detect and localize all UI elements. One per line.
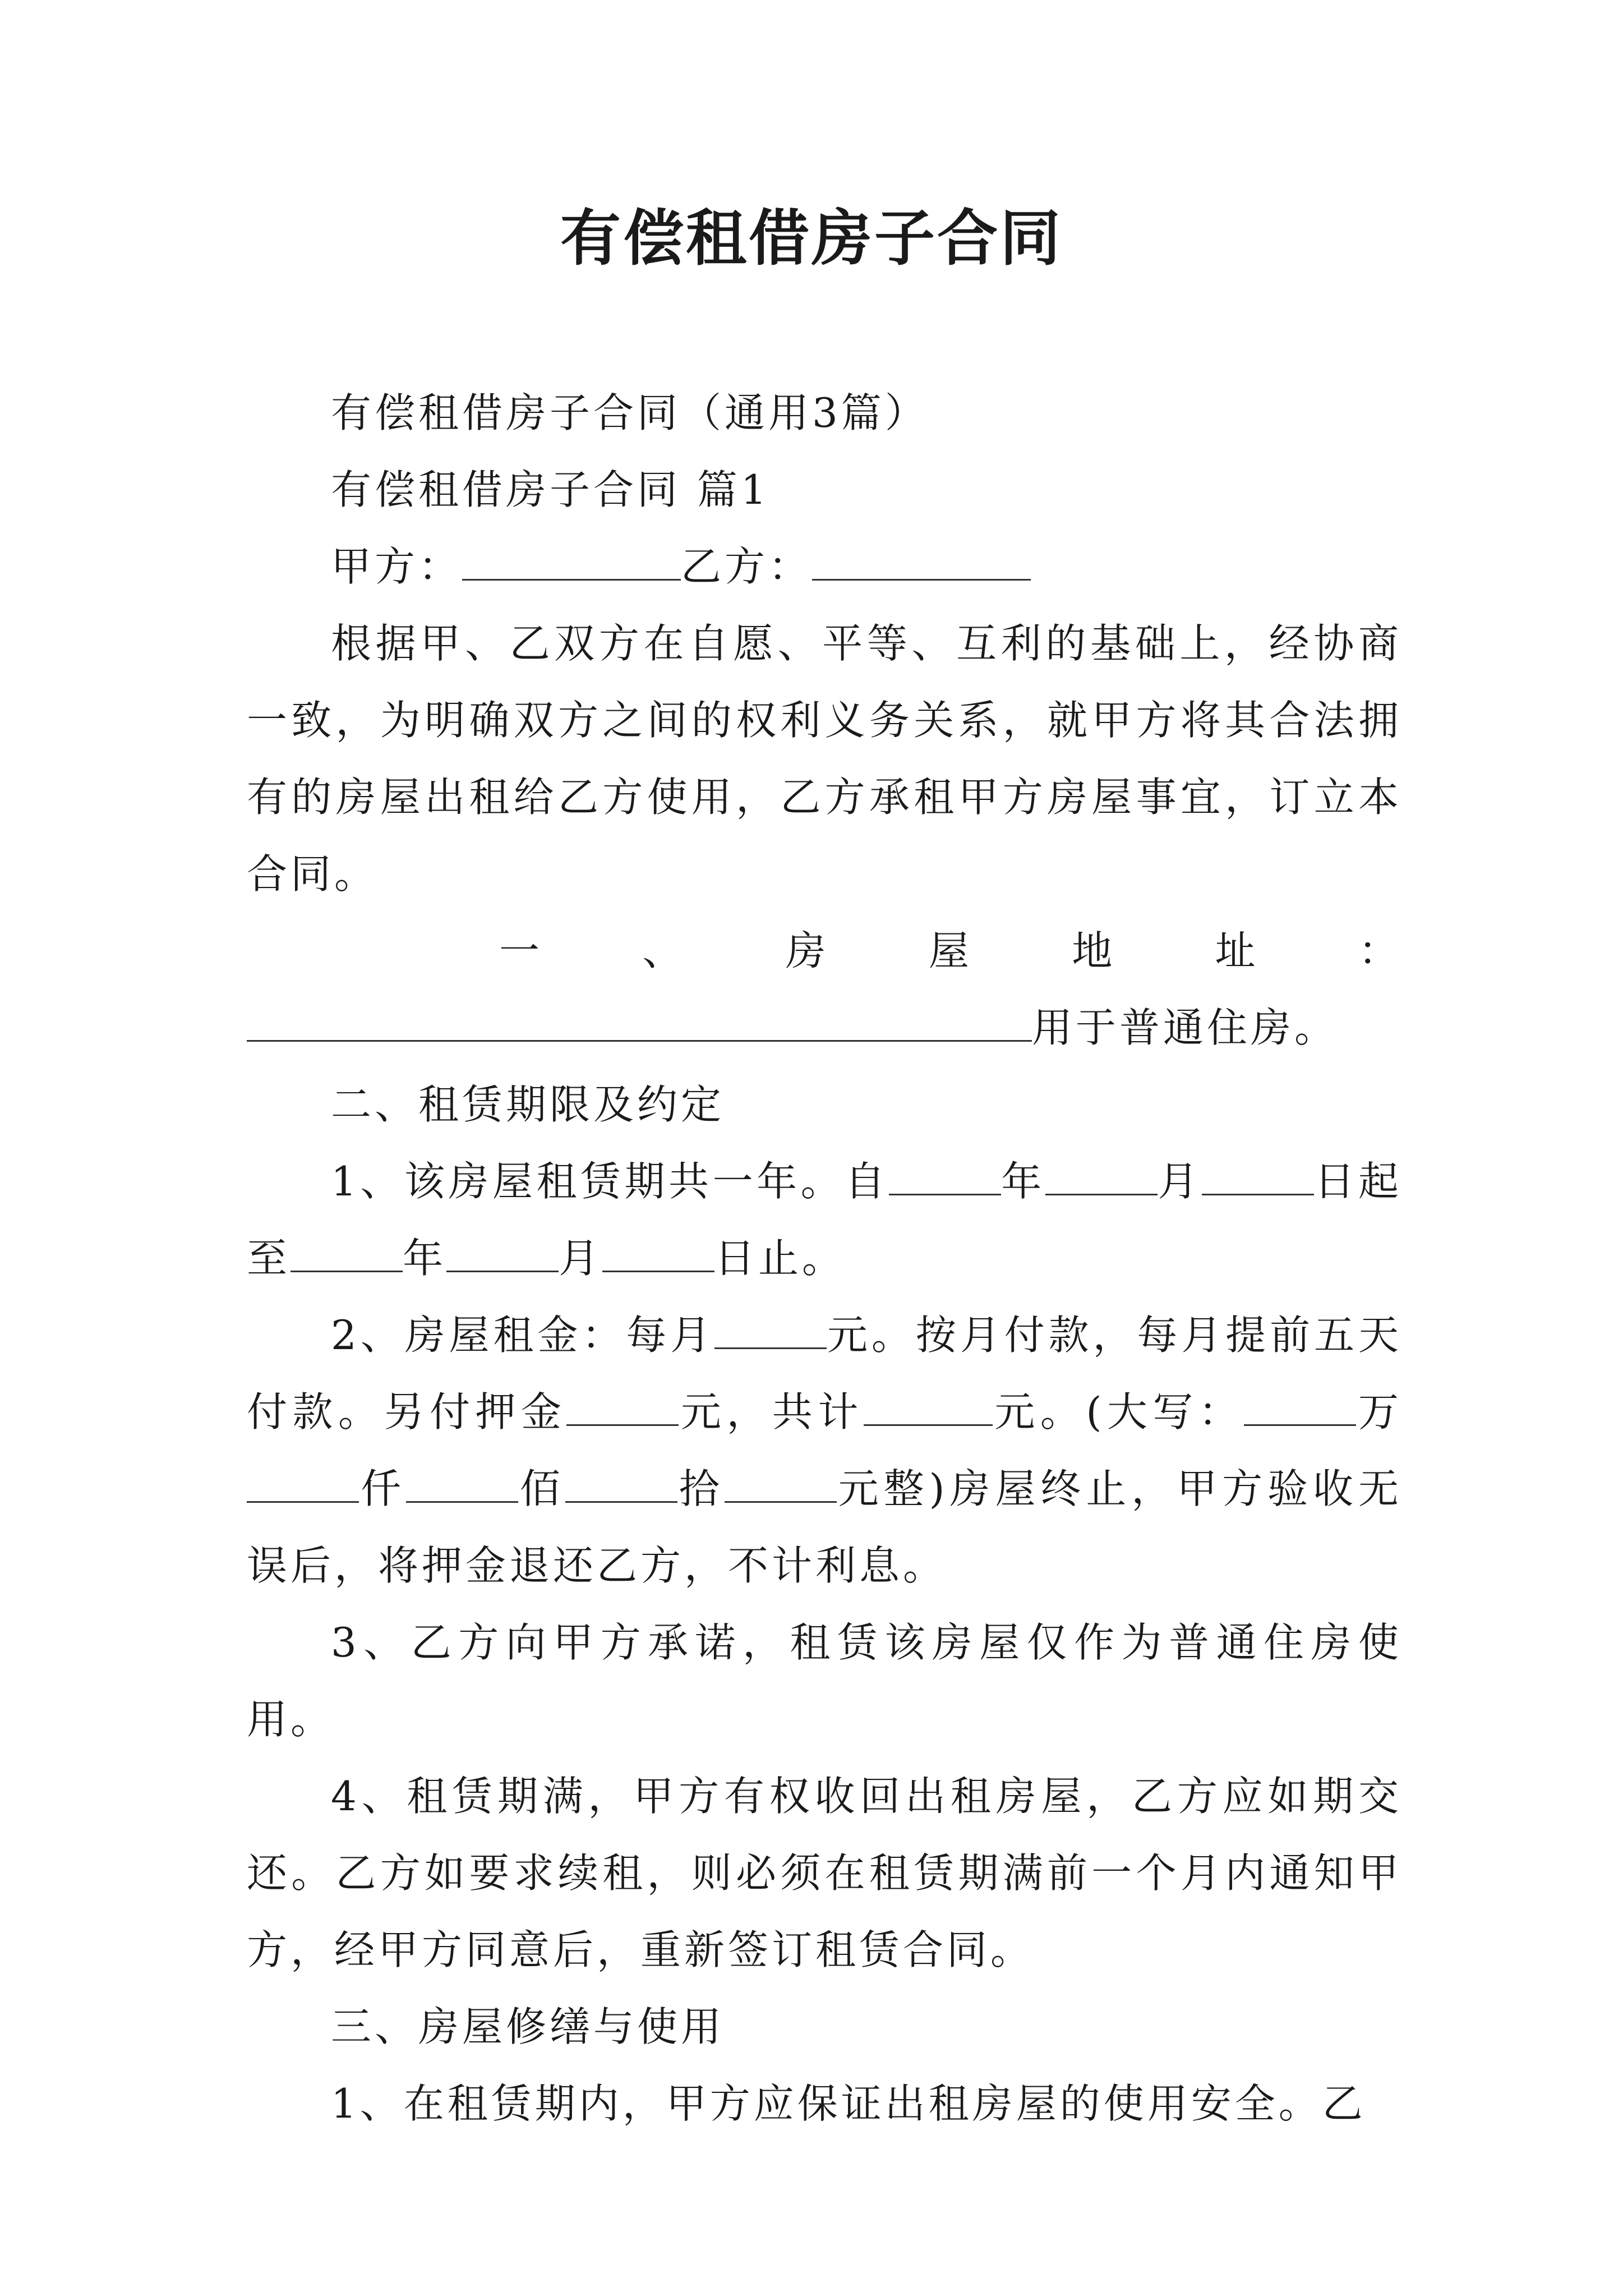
- address-suffix: 用于普通住房。: [1032, 1004, 1339, 1051]
- address-char: 址: [1215, 927, 1259, 974]
- address-char: 房: [785, 927, 829, 974]
- document-body: [247, 375, 1402, 2142]
- address-char: 、: [642, 927, 686, 974]
- term-text: 日起至: [247, 1158, 1402, 1282]
- address-blank-line: [247, 990, 1402, 1066]
- address-blank: [247, 1006, 1032, 1042]
- rent-text: 元，共计: [679, 1388, 864, 1435]
- party-a-blank: [462, 545, 681, 581]
- section-heading: 有偿租借房子合同 篇1: [331, 466, 770, 513]
- blank-year: [889, 1160, 1001, 1195]
- blank-total: [864, 1391, 993, 1426]
- document-title: 有偿租借房子合同: [560, 203, 1063, 274]
- rent-text: 佰: [518, 1465, 565, 1512]
- term-text: 日止。: [714, 1235, 846, 1282]
- blank-monthly-rent: [714, 1314, 827, 1349]
- parties-line: [247, 528, 1402, 605]
- blank-day: [1202, 1160, 1314, 1195]
- clause-4: 4、租赁期满，甲方有权收回出租房屋，乙方应如期交还。乙方如要求续租，则必须在租赁期满前一个月内通知甲方，经甲方同意后，重新签订租赁合同。: [247, 1773, 1402, 1973]
- intro-paragraph: 根据甲、乙双方在自愿、平等、互利的基础上，经协商一致，为明确双方之间的权利义务关系，就甲方将其合法拥有的房屋出租给乙方使用，乙方承租甲方房屋事宜，订立本合同。: [247, 620, 1402, 898]
- rent-text: 2、房屋租金：每月: [331, 1312, 715, 1359]
- subtitle: 有偿租借房子合同（通用3篇）: [331, 389, 929, 436]
- heading-3: 三、房屋修缮与使用: [331, 2003, 725, 2050]
- address-line: [247, 913, 1402, 990]
- blank-month: [1045, 1160, 1158, 1195]
- rent-paragraph: [247, 1297, 1402, 1604]
- blank-shi: [565, 1467, 677, 1503]
- term-text: 年: [403, 1235, 447, 1282]
- blank-deposit: [566, 1391, 679, 1426]
- term-text: 年: [1000, 1158, 1045, 1205]
- address-char: 屋: [928, 927, 972, 974]
- rent-text: 元。按月付款，每月提前五天付款。另付押金: [247, 1312, 1402, 1435]
- clause-repair-1: 1、在租赁期内，甲方应保证出租房屋的使用安全。乙: [331, 2080, 1366, 2127]
- party-b-blank: [812, 545, 1031, 581]
- rent-text: 元整)房屋终止，甲方验收无误后，将押金退还乙方，不计利息。: [247, 1465, 1402, 1589]
- term-text: 月: [1157, 1158, 1202, 1205]
- clause-3: 3、乙方向甲方承诺，租赁该房屋仅作为普通住房使用。: [247, 1619, 1402, 1743]
- blank-day: [602, 1237, 714, 1272]
- term-text: 1、该房屋租赁期共一年。自: [331, 1158, 889, 1205]
- blank-wan: [1244, 1391, 1356, 1426]
- blank-yuan: [725, 1467, 837, 1503]
- blank-year: [291, 1237, 403, 1272]
- blank-month: [446, 1237, 559, 1272]
- address-char: 地: [1072, 927, 1116, 974]
- blank-bai: [406, 1467, 518, 1503]
- rent-text: 元。(大写：: [992, 1388, 1244, 1435]
- rent-text: 仟: [359, 1465, 406, 1512]
- rent-text: 万: [1356, 1388, 1402, 1435]
- address-char: 一: [499, 927, 543, 974]
- term-paragraph: [247, 1143, 1402, 1297]
- party-a-label: 甲方：: [331, 543, 463, 590]
- heading-2: 二、租赁期限及约定: [331, 1081, 725, 1128]
- blank-qian: [247, 1467, 359, 1503]
- rent-text: 拾: [677, 1465, 725, 1512]
- term-text: 月: [559, 1235, 603, 1282]
- address-char: ：: [1358, 927, 1402, 974]
- party-b-label: 乙方：: [681, 543, 813, 590]
